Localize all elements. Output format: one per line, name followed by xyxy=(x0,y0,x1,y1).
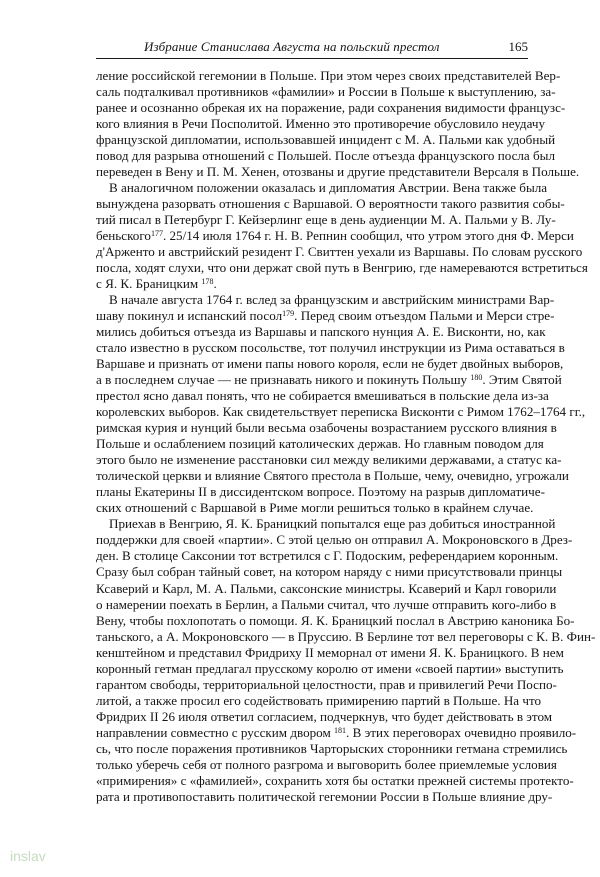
text-line: королевских выборов. Как свидетельствует переписка Висконти с Римом 1762–1764 гг., xyxy=(96,404,586,420)
footnote-ref: 181 xyxy=(334,725,347,735)
text-line: коронный гетман предлагал прусскому королю от имени «своей партии» выступить xyxy=(96,660,564,676)
footnote-ref: 179 xyxy=(282,309,295,319)
text-line: В аналогичном положении оказалась и дипломатия Австрии. Вена также была xyxy=(109,180,548,196)
text-fragment: Этим Святой xyxy=(488,372,562,388)
text-line: д'Арженто и австрийский резидент Г. Свиттен уехали из Варшавы. По словам русского xyxy=(96,244,583,260)
text-line: Польше и ослаблением позиций католических держав. Но главным поводом для xyxy=(96,436,544,452)
text-line: поддержки для своей «партии». С этой целью он отправил А. Мокроновского в Дрез- xyxy=(96,532,573,548)
text-fragment: направлении совместно с русским двором xyxy=(96,724,331,740)
text-fragment: шаву покинул и испанский посол xyxy=(96,308,283,324)
text-line: планы Екатерины II в диссидентском вопросе. Поэтому на разрыв дипломатиче- xyxy=(96,484,545,500)
text-line: престол ясно давал понять, что не собирается вмешиваться в польские дела из-за xyxy=(96,388,549,404)
page-number: 165 xyxy=(508,39,528,54)
text-line: стало известно в русском посольстве, тот получил инструкции из Рима оставаться в xyxy=(96,340,565,356)
paragraph xyxy=(96,516,596,804)
text-line: французской дипломатии, использовавшей инцидент с М. А. Пальми как удобный xyxy=(96,132,556,148)
text-line: переведен в Вену и П. М. Хенен, отозваны и другие представители Версаля в Польше. xyxy=(96,164,580,180)
text-fragment: с Я. К. Браницким xyxy=(96,276,199,292)
text-line: только уберечь себя от полного разгрома и выговорить более приемлемые условия xyxy=(96,756,557,772)
text-line: литой, а также просил его содействовать примирению партий в Польше. На что xyxy=(96,692,542,708)
page-body xyxy=(96,68,596,805)
footnote-ref: 180 xyxy=(470,373,483,383)
text-line: повод для разрыва отношений с Польшей. После отъезда французского посла был xyxy=(96,148,556,164)
text-line: ранее и осознанно обрекая их на поражение, ради сохранения видимости французс- xyxy=(96,100,566,116)
text-line: ден. В столице Саксонии тот встретился с Г. Подоским, референдарием коронным. xyxy=(96,548,559,564)
paragraph xyxy=(96,180,588,292)
text-line: с Я. К. Браницким $^{178}$. xyxy=(96,276,217,292)
paragraph xyxy=(96,68,580,180)
text-line: саль подталкивал противников «фамилии» и России в Польше к выступлению, за- xyxy=(96,84,556,100)
footnote-ref: 177 xyxy=(150,229,163,239)
running-header xyxy=(96,36,528,59)
text-line: о намерении поехать в Берлин, а Пальми считал, что лучше отправить кого-либо в xyxy=(96,596,557,612)
text-line: Сразу был собран тайный совет, на котором наряду с ними присутствовали принцы xyxy=(96,564,563,580)
text-line: кенштейном и представил Фридриху II меморнал от имени Я. К. Браницкого. В нем xyxy=(96,644,564,660)
text-line: направлении совместно с русским двором $^{181}$. В этих переговорах очевидно проявило- xyxy=(96,724,577,740)
text-line: ских отношений с Варшавой в Риме могли решиться только в крайнем случае. xyxy=(96,500,534,516)
text-line: беньского$^{177}$. 25/14 июля 1764 г. Н. В. Репнин сообщил, что утром этого дня Ф. Мерси xyxy=(96,228,574,244)
text-line: этого было не изменение расстановки сил между великими державами, а статус ка- xyxy=(96,452,562,468)
paragraph xyxy=(96,292,586,516)
footnote-ref: 178 xyxy=(201,277,214,287)
text-line: тий писал в Петербург Г. Кейзерлинг еще в день аудиенции М. А. Пальми у В. Лу- xyxy=(96,212,556,228)
text-line: Приехав в Венгрию, Я. К. Браницкий попытался еще раз добиться иностранной xyxy=(109,516,556,532)
text-fragment: В этих переговорах очевидно проявило- xyxy=(352,724,577,740)
text-line: гарантом свободы, территориальной целостности, прав и привилегий Речи Поспо- xyxy=(96,676,557,692)
text-line: вынуждена разорвать отношения с Варшавой. О вероятности такого развития собы- xyxy=(96,196,565,212)
text-fragment: 25/14 июля 1764 г. Н. В. Репнин сообщил, что утром этого дня Ф. Мерси xyxy=(169,228,574,244)
text-line: римская курия и нунций были весьма озабочены возрастанием русского влияния в xyxy=(96,420,557,436)
running-title: Избрание Станислава Августа на польский престол xyxy=(144,39,440,54)
text-fragment: беньского xyxy=(96,228,151,244)
text-line: а в последнем случае — не признавать никого и покинуть Польшу $^{180}$. Этим Святой xyxy=(96,372,562,388)
text-line: сь, что после поражения противников Чарторыских сторонники гетмана стремились xyxy=(96,740,568,756)
text-line: кого влияния в Речи Посполитой. Именно это противоречие обусловило неудачу xyxy=(96,116,545,132)
text-line: Варшаве и признать от имени папы нового короля, если не будет двойных выборов, xyxy=(96,356,564,372)
text-line: В начале августа 1764 г. вслед за французским и австрийским министрами Вар- xyxy=(109,292,555,308)
text-line: рата и противопоставить политической гегемонии России в Польше влияние дру- xyxy=(96,788,553,804)
text-line: «примирения» с «фамилией», сохранить хотя бы остатки прежней системы протекто- xyxy=(96,772,574,788)
watermark: inslav xyxy=(10,848,46,864)
text-line: ление российской гегемонии в Польше. При этом через своих представителей Вер- xyxy=(96,68,561,83)
text-line: толической церкви и влияние Святого престола в Польше, чему, очевидно, угрожали xyxy=(96,468,569,484)
text-line: Фридрих II 26 июля ответил согласием, подчеркнув, что будет действовать в этом xyxy=(96,708,553,724)
text-fragment: Перед своим отъездом Пальми и Мерси стре- xyxy=(300,308,555,324)
text-line: Вену, чтобы похлопотать о помощи. Я. К. Браницкий послал в Австрию каноника Бо- xyxy=(96,612,575,628)
text-line: Ксаверий и Карл, М. А. Пальми, саксонские министры. Ксаверий и Карл говорили xyxy=(96,580,557,596)
text-line: шаву покинул и испанский посол$^{179}$. Перед своим отъездом Пальми и Мерси стре- xyxy=(96,308,555,324)
text-line: таньского, а А. Мокроновского — в Пруссию. В Берлине тот вел переговоры с К. В. Фин- xyxy=(96,628,596,644)
text-fragment: а в последнем случае — не признавать никого и покинуть Польшу xyxy=(96,372,468,388)
text-line: посла, ходят слухи, что они держат свой путь в Венгрию, где намереваются встретиться xyxy=(96,260,588,276)
text-line: мились добиться отъезда из Варшавы и папского нунция А. Е. Висконти, но, как xyxy=(96,324,546,340)
